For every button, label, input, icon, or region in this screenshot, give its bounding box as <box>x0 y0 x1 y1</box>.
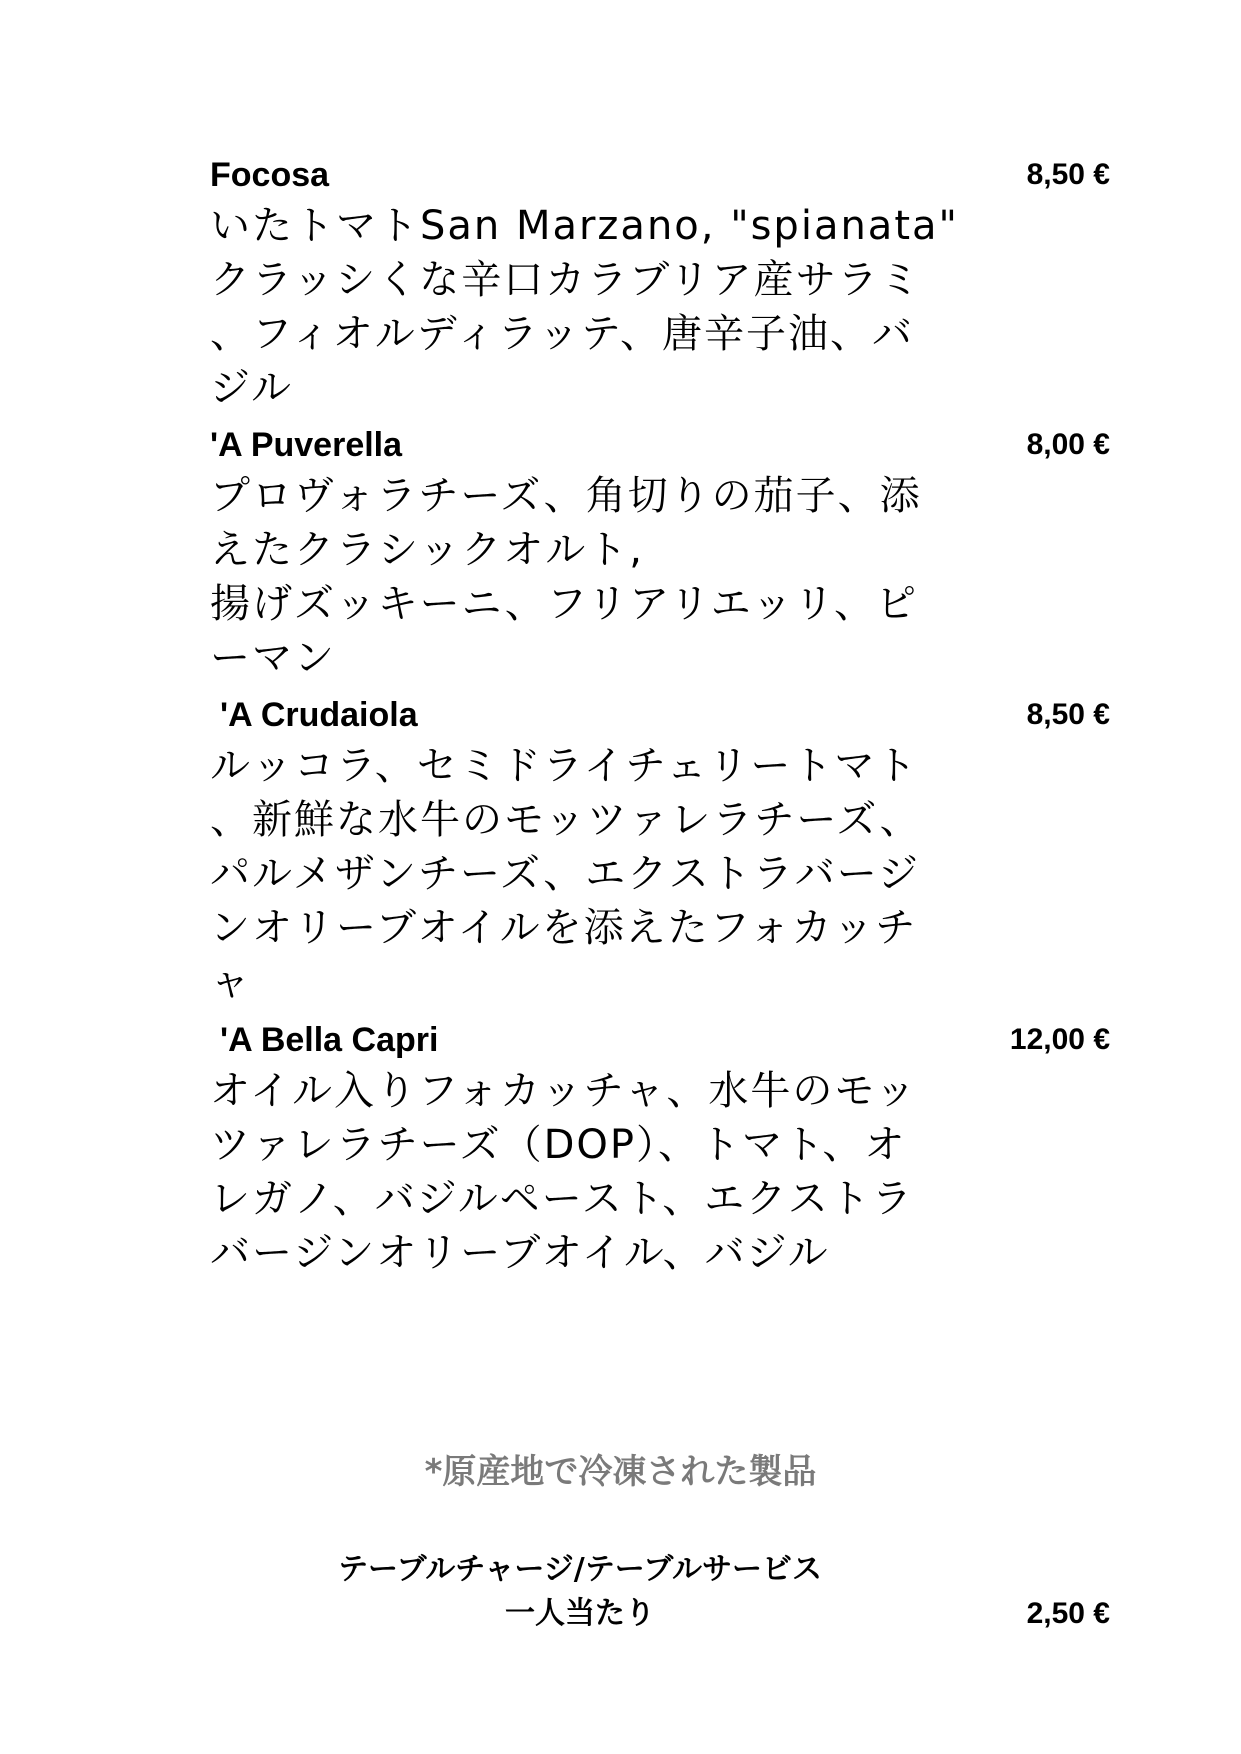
item-name: 'A Puverella <box>210 426 403 464</box>
description-line: クラッシくな辛口カラブリア産サラミ <box>210 257 922 303</box>
description-line: 、新鮮な水牛のモッツァレラチーズ、 <box>210 797 922 843</box>
description-line: プロヴォラチーズ、角切りの茄子、添 <box>210 473 922 519</box>
item-name: Focosa <box>210 156 330 194</box>
description-line: ャ <box>210 959 252 1005</box>
description-line: ルッコラ、セミドライチェリートマト <box>210 743 919 789</box>
table-charge-price: 2,50 € <box>1026 1597 1110 1630</box>
item-name: 'A Crudaiola <box>220 696 418 734</box>
description-line: オイル入りフォカッチャ、水牛のモッ <box>210 1068 918 1114</box>
description-line: ンオリーブオイルを添えたフォカッチ <box>210 905 918 951</box>
item-price: 12,00 € <box>1009 1023 1110 1056</box>
item-description <box>210 739 930 1009</box>
description-line: ーマン <box>210 635 336 681</box>
table-charge-label <box>180 1548 980 1636</box>
description-line: いたトマトSan Marzano, "spianata" <box>210 203 959 249</box>
item-price: 8,00 € <box>1026 428 1110 461</box>
item-price: 8,50 € <box>1026 158 1110 191</box>
table-charge-label-line: 一人当たり <box>505 1596 655 1631</box>
item-description <box>210 199 959 415</box>
table-charge-label-line: テーブルチャージ/テーブルサービス <box>337 1552 823 1587</box>
table-charge <box>0 1548 1241 1648</box>
description-line: ツァレラチーズ（DOP）、トマト、オ <box>210 1122 907 1168</box>
item-description <box>210 1064 930 1280</box>
frozen-product-note: *原産地で冷凍された製品 <box>424 1452 817 1492</box>
description-line: バージンオリーブオイル、バジル <box>210 1230 830 1276</box>
item-name: 'A Bella Capri <box>220 1021 439 1059</box>
item-price: 8,50 € <box>1026 698 1110 731</box>
description-line: えたクラシックオルト, <box>210 527 644 573</box>
description-line: パルメザンチーズ、エクストラバージ <box>210 851 920 897</box>
description-line: レガノ、バジルペースト、エクストラ <box>210 1176 914 1222</box>
item-description <box>210 469 930 685</box>
description-line: 揚げズッキーニ、フリアリエッリ、ピ <box>210 581 918 627</box>
description-line: ジル <box>210 365 293 411</box>
description-line: 、フィオルディラッテ、唐辛子油、バ <box>210 311 914 357</box>
